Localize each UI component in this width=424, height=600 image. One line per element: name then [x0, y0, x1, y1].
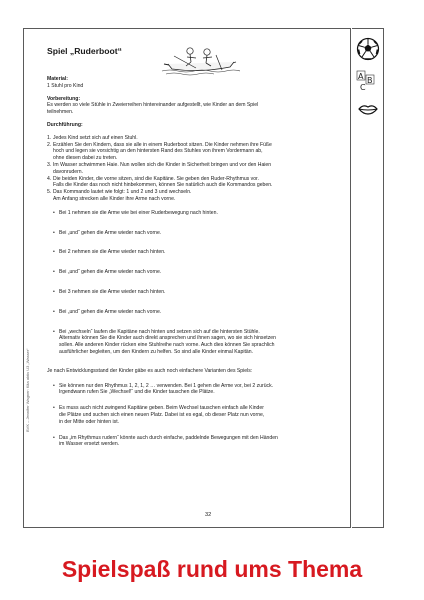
page-title: Spiel „Ruderboot“: [47, 46, 122, 56]
variants-intro: Je nach Entwicklungsstand der Kinder gäbe es auch noch einfachere Varianten des Spiels:: [47, 367, 253, 374]
command-bullets: [47, 210, 342, 356]
publisher-credit: BVK – Jennifer Wagner: Kita aktiv U3 „Wasser“: [25, 348, 30, 432]
command-bullet: • Bei 2 nehmen sie die Arme wieder nach hinten.: [53, 249, 166, 256]
material-heading: Material:: [47, 76, 68, 82]
preparation-line: Es werden so viele Stühle in Zweierreihen hintereinander aufgestellt, wie Kinder an dem Spiel: [47, 102, 259, 109]
soccer-ball-icon: [356, 37, 380, 61]
preparation-line: teilnehmen.: [47, 109, 74, 116]
rowing-boat-illustration: [160, 42, 240, 76]
command-bullet: • Bei „und“ gehen die Arme wieder nach vorne.: [53, 308, 162, 315]
procedure-steps: [47, 135, 342, 203]
preparation-heading: Vorbereitung:: [47, 95, 81, 102]
procedure-heading: Durchführung:: [47, 121, 83, 128]
procedure-step: 2. Erzählen Sie den Kindern, dass sie alle in einem Ruderboot sitzen. Die Kinder nehmen ihre Füße hoch und legen sie vorsichtig an den hintersten Rand des Stuhles von ihrem Vordermann ab, ohne diesen dabei zu treten.: [47, 141, 272, 162]
worksheet-content: [47, 44, 342, 457]
command-bullet: • Bei 1 nehmen sie die Arme wie bei einer Ruderbewegung nach hinten.: [53, 209, 218, 216]
material-text: 1 Stuhl pro Kind: [47, 82, 84, 89]
abc-letters-icon: [356, 69, 380, 93]
side-icon-strip: [352, 28, 384, 528]
variant-bullet: • Sie können nur den Rhythmus 1, 2, 1, 2 … verwenden. Bei 1 gehen die Arme vor, bei 2 zurück. Irgendwann rufen Sie „Wechsel!“ und die Kinder tauschen die Plätze.: [53, 382, 274, 396]
variant-bullets: [47, 383, 342, 449]
svg-text:C: C: [360, 83, 366, 92]
svg-text:B: B: [367, 76, 373, 85]
command-bullet: • Bei „und“ gehen die Arme wieder nach vorne.: [53, 269, 162, 276]
procedure-step: 4. Die beiden Kinder, die vorne sitzen, sind die Kapitäne. Sie geben den Ruder-Rhythmus vor. Falls die Kinder das noch nicht hinbekommen, können Sie natürlich auch die Kommandos geben.: [47, 175, 273, 189]
mouth-lips-icon: [356, 97, 380, 121]
variant-bullet: • Es muss auch nicht zwingend Kapitäne geben. Beim Wechsel tauschen einfach alle Kinder die Plätze und suchen sich einen neuen Platz. Dabei ist es egal, ob dieser Platz nun vorne, in der Mitte oder hinten ist.: [53, 405, 265, 425]
procedure-step: 1. Jedes Kind setzt sich auf einen Stuhl.: [47, 134, 138, 141]
procedure-step: 3. Im Wasser schwimmen Haie. Nun wollen sich die Kinder in Sicherheit bringen und vor den Haien davonrudern.: [47, 161, 272, 175]
procedure-step: 5. Das Kommando lautet wie folgt: 1 und 2 und 3 und wechseln. Am Anfang strecken alle Kinder ihre Arme nach vorne.: [47, 189, 192, 202]
page-number: 32: [205, 512, 212, 518]
topic-banner: Spielspaß rund ums Thema: [61, 556, 363, 582]
variant-bullet: • Das „im Rhythmus rudern“ könnte auch durch einfache, paddelnde Bewegungen mit den Händen im Wasser ersetzt werden.: [53, 434, 278, 448]
command-bullet: • Bei „und“ gehen die Arme wieder nach vorne.: [53, 229, 162, 236]
switch-bullet: • Bei „wechseln“ laufen die Kapitäne nach hinten und setzen sich auf die hintersten Stühle. Alternativ können Sie die Kinder auch direkt ansprechen und ihnen sagen, wo sie sich hinsetzen sollen. Alle anderen Kinder rücken eine Stuhlreihe nach vorne. Auch dies können Sie sprachlich ausführlicher begleiten, um den Kindern zu helfen. So sind alle Kinder einmal Kapitän.: [53, 328, 276, 355]
svg-text:A: A: [358, 72, 364, 81]
command-bullet: • Bei 3 nehmen sie die Arme wieder nach hinten.: [53, 288, 166, 295]
